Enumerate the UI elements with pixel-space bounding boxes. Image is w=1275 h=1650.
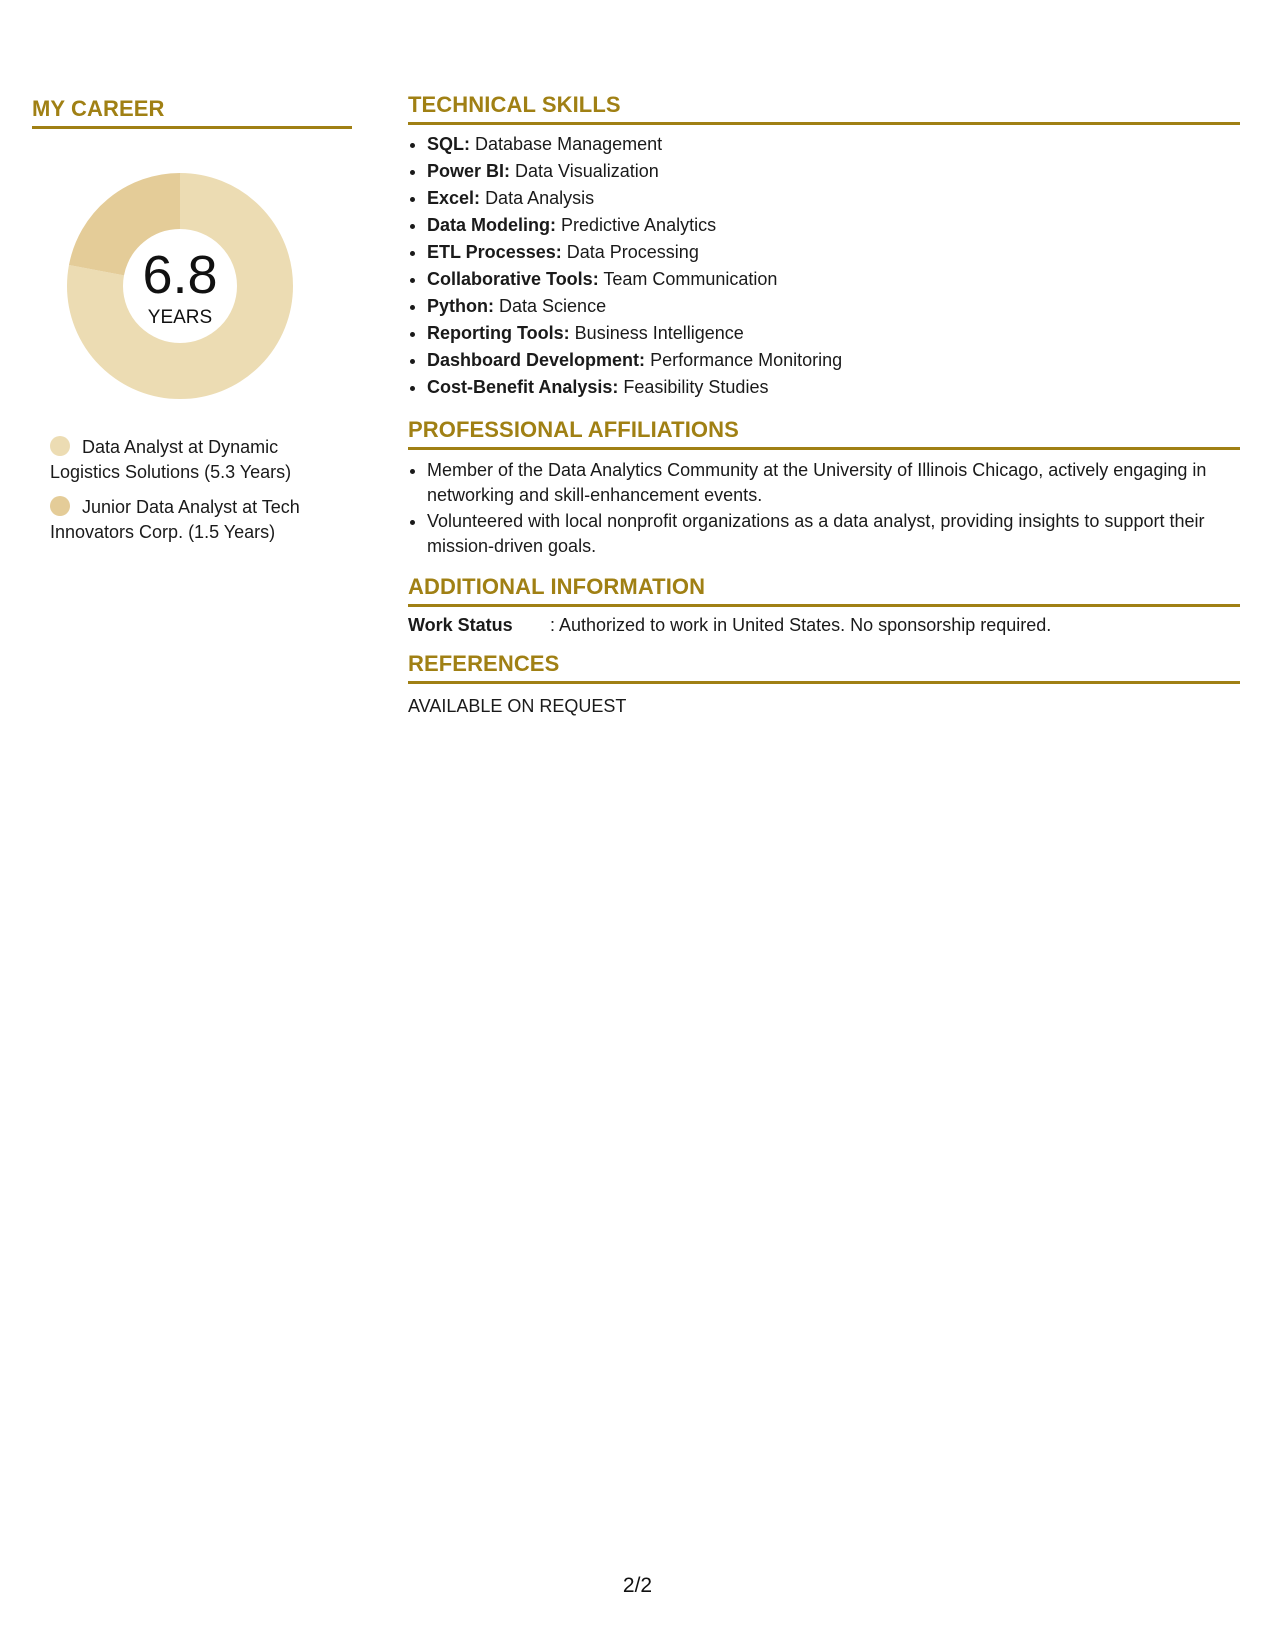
legend-item: [50, 435, 350, 485]
skill-desc: Data Analysis: [485, 188, 595, 208]
technical-skills-section: [408, 92, 1240, 401]
skills-list: [408, 131, 1240, 401]
skill-name: Excel:: [427, 188, 481, 208]
references-heading: REFERENCES: [408, 651, 1240, 684]
skill-name: Data Modeling:: [427, 215, 556, 235]
affiliation-item: • Volunteered with local nonprofit organizations as a data analyst, providing insights to support their mission-driven goals.: [427, 509, 1240, 558]
affiliations-section: [408, 417, 1240, 558]
work-status-label: Work Status: [408, 615, 513, 635]
technical-skills-heading: TECHNICAL SKILLS: [408, 92, 1240, 125]
page-number: 2/2: [622, 1574, 653, 1597]
work-status-row: [408, 613, 1240, 637]
career-legend: [50, 435, 350, 545]
main-content: [408, 92, 1240, 718]
legend-label: Data Analyst at Dynamic Logistics Solutions (5.3 Years): [50, 437, 292, 482]
skill-item: [427, 293, 1240, 320]
skill-name: ETL Processes:: [427, 242, 562, 262]
skill-item: [427, 212, 1240, 239]
skill-desc: Performance Monitoring: [650, 350, 843, 370]
skill-name: Collaborative Tools:: [427, 269, 599, 289]
skill-item: [427, 347, 1240, 374]
total-years-unit: YEARS: [147, 307, 213, 328]
career-heading: MY CAREER: [32, 96, 352, 129]
skill-item: [427, 158, 1240, 185]
affiliation-item: • Member of the Data Analytics Community at the University of Illinois Chicago, actively engaging in networking and skill-enhancement events.: [427, 458, 1240, 507]
career-sidebar: [32, 96, 352, 555]
affiliations-list: [408, 458, 1240, 558]
skill-name: SQL:: [427, 134, 470, 154]
legend-item: [50, 495, 350, 545]
skill-name: Cost-Benefit Analysis:: [427, 377, 619, 397]
skill-name: Python:: [427, 296, 494, 316]
skill-desc: Team Communication: [603, 269, 778, 289]
skill-item: [427, 374, 1240, 401]
skill-desc: Predictive Analytics: [561, 215, 717, 235]
legend-dot-role-2: [50, 496, 70, 516]
skill-desc: Feasibility Studies: [623, 377, 769, 397]
additional-info-heading: ADDITIONAL INFORMATION: [408, 574, 1240, 607]
additional-info-section: [408, 574, 1240, 637]
references-text: AVAILABLE ON REQUEST: [408, 696, 627, 716]
skill-item: [427, 131, 1240, 158]
skill-name: Power BI:: [427, 161, 511, 181]
skill-item: [427, 185, 1240, 212]
legend-label: Junior Data Analyst at Tech Innovators Corp. (1.5 Years): [50, 497, 300, 542]
skill-desc: Database Management: [475, 134, 663, 154]
donut-center: [67, 173, 293, 399]
references-section: [408, 651, 1240, 718]
skill-item: [427, 266, 1240, 293]
skill-desc: Business Intelligence: [574, 323, 744, 343]
total-years-value: 6.8: [142, 245, 218, 305]
skill-name: Dashboard Development:: [427, 350, 646, 370]
skill-desc: Data Processing: [566, 242, 699, 262]
career-donut-chart: [67, 173, 293, 399]
skill-desc: Data Visualization: [515, 161, 659, 181]
skill-item: [427, 239, 1240, 266]
skill-name: Reporting Tools:: [427, 323, 570, 343]
skill-item: [427, 320, 1240, 347]
affiliations-heading: PROFESSIONAL AFFILIATIONS: [408, 417, 1240, 450]
skill-desc: Data Science: [499, 296, 607, 316]
legend-dot-role-1: [50, 436, 70, 456]
work-status-value: : Authorized to work in United States. No sponsorship required.: [550, 615, 1052, 635]
